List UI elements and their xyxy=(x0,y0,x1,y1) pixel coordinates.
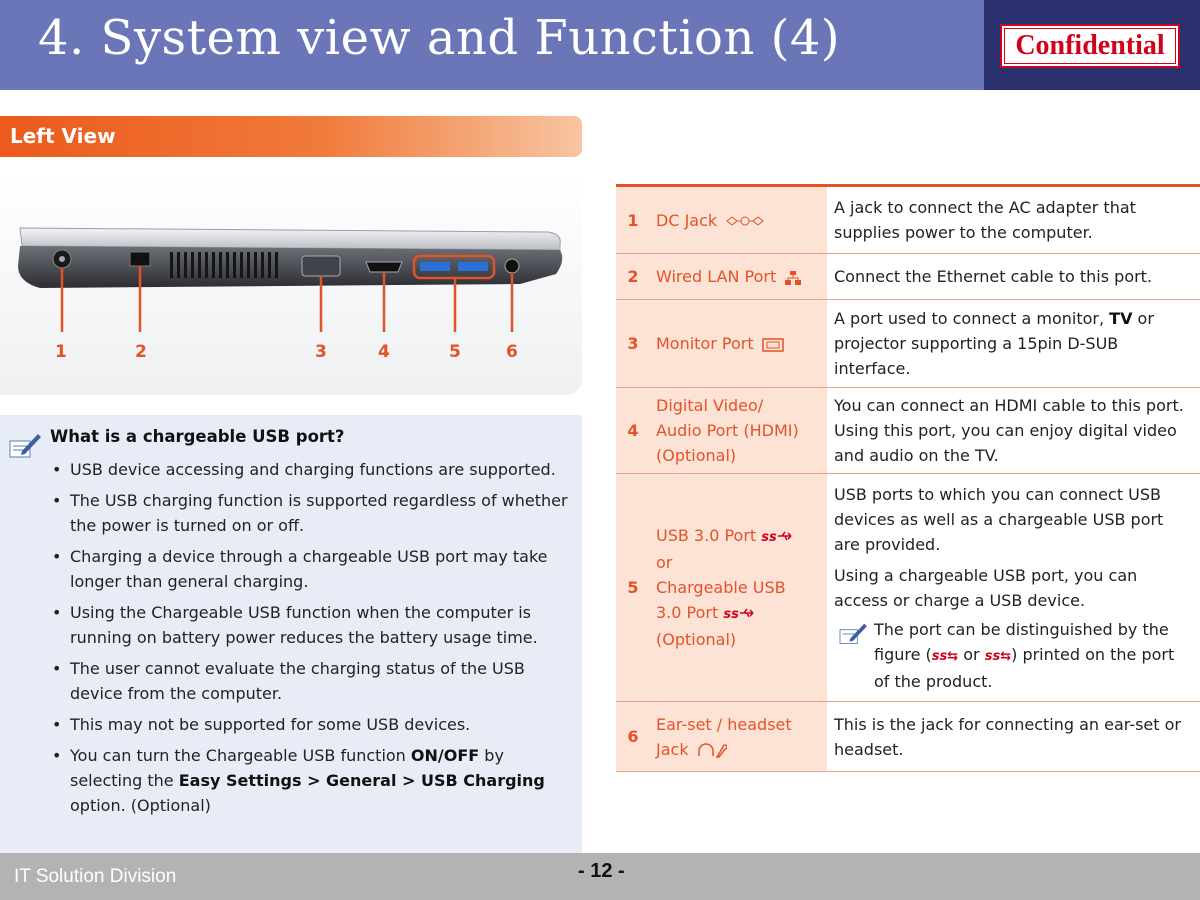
left-view-title: Left View xyxy=(10,124,116,148)
port-desc xyxy=(827,300,1200,388)
table-row xyxy=(616,254,1200,300)
list-item-text: option. (Optional) xyxy=(70,796,211,815)
port-desc: This is the jack for connecting an ear-set or headset. xyxy=(827,702,1200,772)
port-desc: A jack to connect the AC adapter that supplies power to the computer. xyxy=(827,186,1200,254)
monitor-icon xyxy=(762,338,784,352)
desc-text: or projector supporting a 15pin D-SUB interface. xyxy=(834,309,1154,378)
table-row xyxy=(616,702,1200,772)
port-name-line xyxy=(656,523,821,550)
table-row xyxy=(616,186,1200,254)
port-name: DC Jack xyxy=(656,210,718,230)
port-name-cell xyxy=(650,186,827,254)
page-number: - 12 - xyxy=(578,860,625,882)
usb3-charge-icon: ss xyxy=(984,648,1001,664)
callout-2: 2 xyxy=(135,342,147,362)
usb3-icon: ss xyxy=(761,530,777,545)
settings-path: Easy Settings > General > USB Charging xyxy=(178,771,545,790)
desc-text: A port used to connect a monitor, xyxy=(834,309,1110,328)
list-item: • The USB charging function is supported regardless of whether the power is turned on or off. xyxy=(50,488,578,538)
list-item xyxy=(50,743,578,818)
port-name: Wired LAN Port xyxy=(656,267,777,286)
table-row xyxy=(616,300,1200,388)
usb-arrow-icon: ⇆ xyxy=(1000,648,1012,664)
port-desc: You can connect an HDMI cable to this port. Using this port, you can enjoy digital video and audio on the TV. xyxy=(827,388,1200,474)
port-name-line: or xyxy=(656,553,673,572)
note-text: or xyxy=(958,644,985,664)
row-number: 1 xyxy=(616,186,650,254)
desc-paragraph: Using a chargeable USB port, you can access or charge a USB device. xyxy=(834,565,1138,610)
table-row xyxy=(616,474,1200,702)
chargeable-usb-note xyxy=(0,415,582,853)
slide-footer xyxy=(0,853,1200,900)
port-name-text: 3.0 Port xyxy=(656,603,719,622)
on-off-label: ON/OFF xyxy=(410,746,480,765)
port-name-line: Chargeable USB xyxy=(656,578,786,597)
port-name-line: (Optional) xyxy=(656,446,737,465)
list-item: • Using the Chargeable USB function when the computer is running on battery power reduces the battery usage time. xyxy=(50,600,578,650)
port-name-cell xyxy=(650,388,827,474)
dc-jack-icon xyxy=(725,215,765,227)
usb-note xyxy=(834,617,1194,694)
callout-6: 6 xyxy=(506,342,518,362)
port-name-cell xyxy=(650,254,827,300)
port-desc: Connect the Ethernet cable to this port. xyxy=(827,254,1200,300)
list-item: • USB device accessing and charging functions are supported. xyxy=(50,457,578,482)
list-item: • The user cannot evaluate the charging status of the USB device from the computer. xyxy=(50,656,578,706)
usb-arrow-icon: ⇆ xyxy=(947,648,959,664)
division-label: IT Solution Division xyxy=(14,866,177,887)
port-name-text: Jack xyxy=(656,739,689,759)
laptop-left-view-illustration xyxy=(0,170,582,395)
port-name-line xyxy=(656,737,821,762)
row-number: 2 xyxy=(616,254,650,300)
table-row xyxy=(616,388,1200,474)
usb-trident-icon xyxy=(739,608,757,618)
note-text: The port can be distinguished by the figure ( xyxy=(874,619,1169,664)
list-item: • This may not be supported for some USB devices. xyxy=(50,712,578,737)
lan-icon xyxy=(784,270,802,286)
callout-5: 5 xyxy=(449,342,461,362)
port-name: Monitor Port xyxy=(656,334,754,353)
confidential-label: Confidential xyxy=(1004,28,1176,64)
port-name-cell xyxy=(650,702,827,772)
callout-3: 3 xyxy=(315,342,327,362)
confidential-badge xyxy=(1000,24,1180,68)
row-number: 4 xyxy=(616,388,650,474)
port-name-line: Digital Video/ xyxy=(656,396,764,415)
row-number: 6 xyxy=(616,702,650,772)
note-pencil-icon xyxy=(8,431,42,461)
info-heading: What is a chargeable USB port? xyxy=(50,427,345,446)
callout-4: 4 xyxy=(378,342,390,362)
headset-icon xyxy=(697,742,727,758)
list-item-text: by selecting the xyxy=(70,746,504,790)
list-item: • Charging a device through a chargeable USB port may take longer than general charging. xyxy=(50,544,578,594)
confidential-panel xyxy=(984,0,1200,90)
port-name-line: (Optional) xyxy=(656,630,737,649)
row-number: 5 xyxy=(616,474,650,702)
slide-header xyxy=(0,0,984,90)
left-view-bar xyxy=(0,116,582,157)
desc-paragraph: USB ports to which you can connect USB devices as well as a chargeable USB port are provided. xyxy=(834,484,1164,554)
row-number: 3 xyxy=(616,300,650,388)
port-name-cell xyxy=(650,300,827,388)
port-name-text: USB 3.0 Port xyxy=(656,526,757,545)
usb-trident-icon xyxy=(777,531,795,541)
usb3-icon: ss xyxy=(931,648,948,664)
slide-title: 4. System view and Function (4) xyxy=(38,10,841,66)
callout-1: 1 xyxy=(55,342,67,362)
usb3-charge-icon: ss xyxy=(723,607,739,622)
desc-bold: TV xyxy=(1109,309,1133,328)
port-name-line: Audio Port (HDMI) xyxy=(656,421,799,440)
port-desc xyxy=(827,474,1200,702)
note-text: ) printed on the port of the product. xyxy=(874,644,1175,691)
laptop-side-image xyxy=(0,170,582,395)
port-name-line xyxy=(656,600,821,627)
list-item-text: You can turn the Chargeable USB function xyxy=(70,746,411,765)
note-pencil-icon xyxy=(838,621,868,647)
port-name-cell xyxy=(650,474,827,702)
info-list xyxy=(50,457,578,824)
port-spec-table xyxy=(616,184,1200,772)
port-name-line: Ear-set / headset xyxy=(656,714,792,734)
